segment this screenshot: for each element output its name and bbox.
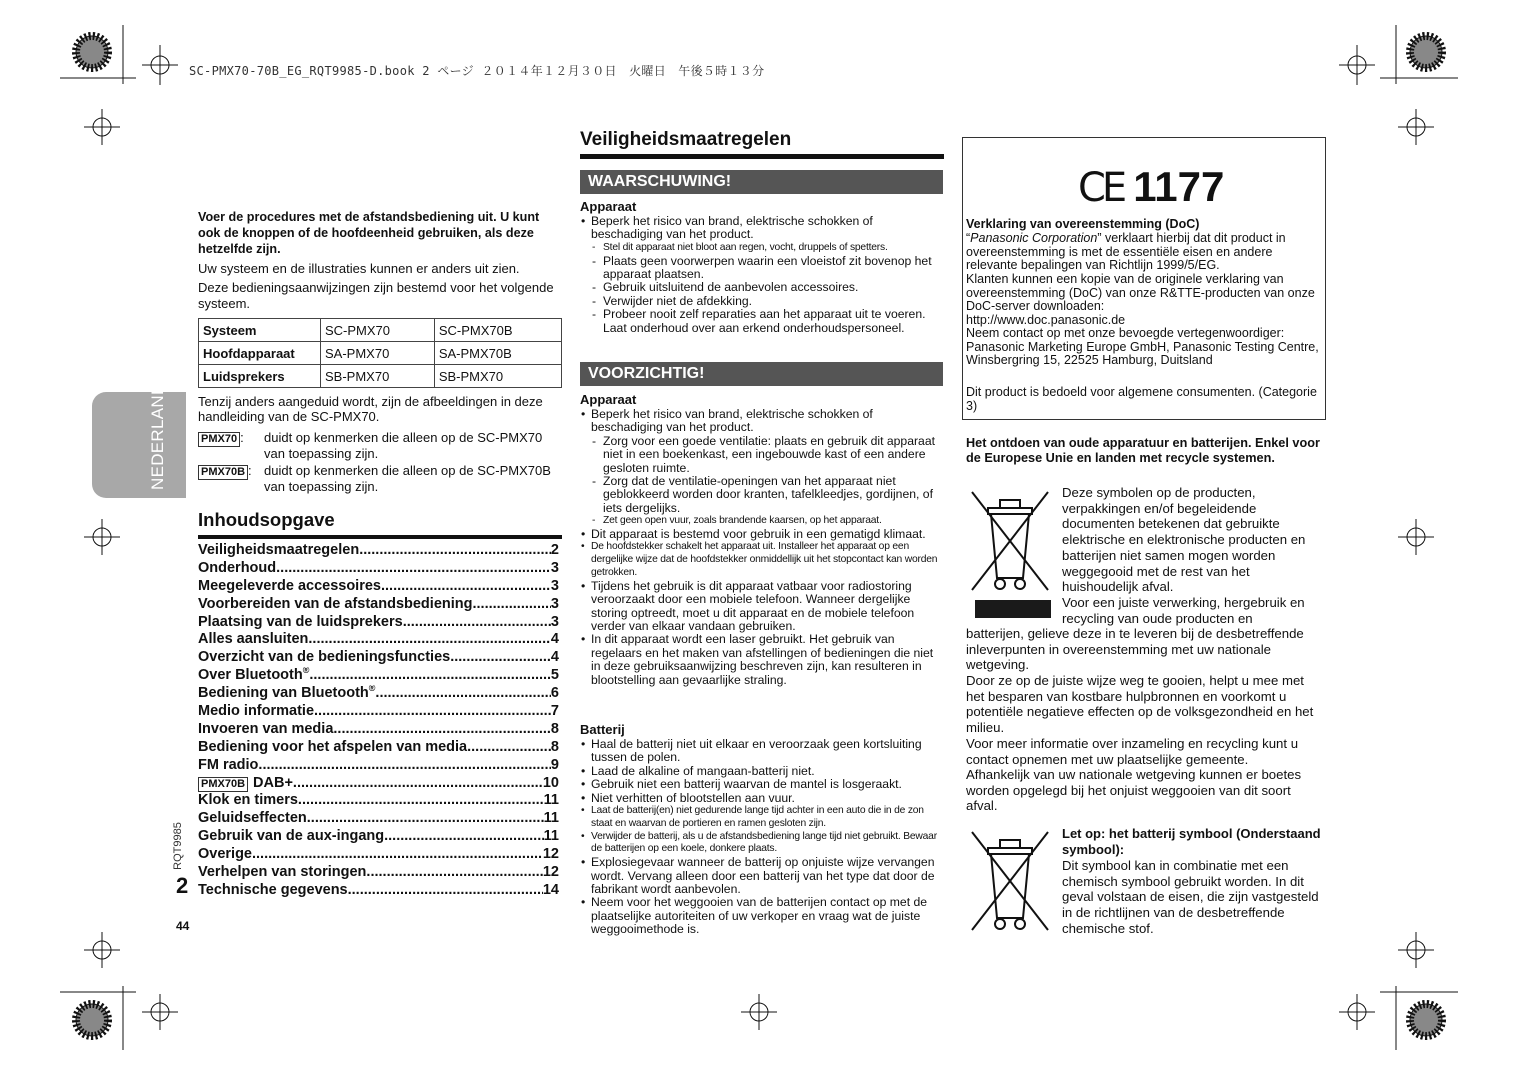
crosshair-mark xyxy=(1339,45,1375,85)
toc-entry xyxy=(198,721,559,739)
list-item: • Dit apparaat is bestemd voor gebruik in een gematigd klimaat. xyxy=(580,528,945,541)
crosshair-mark xyxy=(1398,519,1434,555)
doc-url: http://www.doc.panasonic.de xyxy=(966,313,1126,327)
warning-list xyxy=(580,215,945,335)
battery-bin-icon xyxy=(966,826,1054,936)
list-item: • In dit apparaat wordt een laser gebruikt. Het gebruik van regelaars en het maken van afstellingen of bedieningen die niet in deze gebruiksaanwijzing beschreven zijn, kan resulteren in blootstelling aan gevaarlijke straling. xyxy=(580,633,945,687)
crossed-bin-icon xyxy=(966,486,1054,596)
doc-statement: “Panasonic Corporation” verklaart hierbij dat dit product in overeenstemming is met de essentiële eisen en andere relevante bepalingen van Richtlijn 1999/5/EG. xyxy=(966,231,1286,273)
toc-entry-page: 3 xyxy=(550,577,559,594)
list-item: • Neem voor het weggooien van de batterijen contact op met de plaatselijke autoriteiten of uw verkoper en vraag wat de juiste weggooimethode is. xyxy=(580,896,945,936)
intro-bold-note: Voer de procedures met de afstandsbediening uit. U kunt ook de knoppen of de hoofdeenheid gebruiken, als deze hetzelfde zijn. xyxy=(198,210,540,256)
registration-wheel xyxy=(76,1004,108,1036)
table-cell: SB-PMX70 xyxy=(321,365,435,388)
table-cell: SC-PMX70B xyxy=(434,319,561,342)
crosshair-mark xyxy=(142,994,178,1030)
registration-wheel xyxy=(76,36,108,68)
toc-entry-label: FM radio xyxy=(198,756,259,773)
toc-entry-label: Overige xyxy=(198,846,252,863)
toc-entry-label: Over Bluetooth® xyxy=(198,667,310,684)
toc-entry xyxy=(198,542,559,560)
crosshair-mark xyxy=(741,994,777,1030)
toc-entry xyxy=(198,667,559,685)
table-row xyxy=(199,342,562,365)
pmx70b-badge: PMX70B xyxy=(198,465,248,480)
battery-symbol-text: Dit symbool kan in combinatie met een chemisch symbool gebruikt worden. In dit geval volstaan de eisen, die zijn vastgesteld in de richtlijnen van de desbetreffende chemische stof. xyxy=(1062,858,1319,936)
toc-entry-page: 4 xyxy=(550,649,559,666)
toc-entry-label: Onderhoud xyxy=(198,559,277,576)
table-cell: Luidsprekers xyxy=(199,365,321,388)
registration-wheel xyxy=(1410,36,1442,68)
doc-contact: Neem contact op met onze bevoegde vertegenwoordiger: Panasonic Marketing Europe GmbH, Panasonic Testing Centre, Winsbergring 15, 22525 Hamburg, Duitsland xyxy=(966,326,1319,368)
list-item: • Beperk het risico van brand, elektrische schokken of beschadiging van het product. xyxy=(580,408,945,435)
toc-entry-label: Invoeren van media xyxy=(198,720,334,737)
toc-entry-page: 5 xyxy=(550,667,559,684)
table-row xyxy=(199,365,562,388)
toc-entry-label: Alles aansluiten xyxy=(198,631,309,648)
toc-entry-label: Voorbereiden van de afstandsbediening xyxy=(198,595,473,612)
table-cell: SB-PMX70 xyxy=(434,365,561,388)
toc-entry-label: Verhelpen van storingen xyxy=(198,864,367,881)
toc-entry xyxy=(198,775,559,793)
doc-title: Verklaring van overeenstemming (DoC) xyxy=(966,217,1200,231)
intro-paragraph-2: Deze bedieningsaanwijzingen zijn bestemd voor het volgende systeem. xyxy=(198,280,554,311)
toc-entry-page: 11 xyxy=(543,828,559,845)
toc-entry-label: PMX70B DAB+ xyxy=(198,775,293,793)
registration-wheel xyxy=(1410,1004,1442,1036)
list-item: • Verwijder de batterij, als u de afstandsbediening lange tijd niet gebruikt. Bewaar de batterijen op een koele, donkere plaats. xyxy=(580,831,945,857)
list-item: - Gebruik uitsluitend de aanbevolen accessoires. xyxy=(580,281,945,294)
toc-entry xyxy=(198,828,559,846)
list-item: • De hoofdstekker schakelt het apparaat uit. Installeer het apparaat op een dergelijke wijze dat de hoofdstekker onmiddellijk uit het stopcontact kan worden getrokken. xyxy=(580,541,945,579)
toc-entry-label: Meegeleverde accessoires xyxy=(198,577,381,594)
toc-entry xyxy=(198,596,559,614)
toc-entry xyxy=(198,739,559,757)
toc-entry xyxy=(198,614,559,632)
crosshair-mark xyxy=(84,932,120,968)
toc-entry xyxy=(198,792,559,810)
toc-entry xyxy=(198,757,559,775)
language-tab-label: NEDERLANDS xyxy=(148,370,167,490)
toc-entry xyxy=(198,578,559,596)
toc-entry xyxy=(198,560,559,578)
table-row xyxy=(199,319,562,342)
list-item: - Zet geen open vuur, zoals brandende kaarsen, op het apparaat. xyxy=(580,515,945,528)
table-cell: SC-PMX70 xyxy=(321,319,435,342)
battery-list xyxy=(580,738,945,937)
section-divider xyxy=(580,154,944,159)
list-item: • Tijdens het gebruik is dit apparaat vatbaar voor radiostoring veroorzaakt door een mobiele telefoon. Wanneer dergelijke storing optreedt, moet u dit apparaat en de mobiele telefoon verder van elkaar vandaan gebruiken. xyxy=(580,580,945,634)
system-table xyxy=(198,318,562,388)
doc-download: Klanten kunnen een kopie van de originele verklaring van overeenstemming (DoC) van onze R&TTE-producten van onze DoC-server downloaden: xyxy=(966,272,1315,314)
toc-entry xyxy=(198,882,559,900)
list-item: • Niet verhitten of blootstellen aan vuur. xyxy=(580,792,945,805)
battery-symbol-title: Let op: het batterij symbool (Onderstaand symbool): xyxy=(1062,826,1321,857)
disposal-paragraph-4: Voor meer informatie over inzameling en recycling kunt u contact opnemen met uw plaatselijke gemeente. xyxy=(966,736,1299,767)
toc-entry xyxy=(198,810,559,828)
caution-list xyxy=(580,408,945,687)
toc-entry-page: 11 xyxy=(543,792,559,809)
toc-entry-label: Klok en timers xyxy=(198,792,298,809)
table-of-contents xyxy=(198,542,559,900)
toc-entry xyxy=(198,846,559,864)
caution-banner: VOORZICHTIG! xyxy=(580,362,943,386)
toc-entry-label: Overzicht van de bedieningsfuncties xyxy=(198,649,451,666)
crosshair-mark xyxy=(84,109,120,145)
toc-entry-page: 6 xyxy=(550,685,559,702)
toc-entry-page: 3 xyxy=(550,559,559,576)
toc-entry-page: 7 xyxy=(550,703,559,720)
list-item: • Laat de batterij(en) niet gedurende lange tijd achter in een auto die in de zon staat en waarvan de portieren en ramen gesloten zijn. xyxy=(580,805,945,831)
list-item: - Stel dit apparaat niet bloot aan regen, vocht, druppels of spetters. xyxy=(580,242,945,255)
toc-entry xyxy=(198,864,559,882)
toc-entry-label: Veiligheidsmaatregelen xyxy=(198,542,360,558)
toc-entry-page: 9 xyxy=(550,756,559,773)
table-cell: Hoofdapparaat xyxy=(199,342,321,365)
crosshair-mark xyxy=(1398,109,1434,145)
toc-entry-label: Geluidseffecten xyxy=(198,810,307,827)
toc-entry-page: 10 xyxy=(542,774,559,791)
disposal-title: Het ontdoen van oude apparatuur en batterijen. Enkel voor de Europese Unie en landen met recycle systemen. xyxy=(966,436,1320,465)
list-item: • Explosiegevaar wanneer de batterij op onjuiste wijze vervangen wordt. Vervang alleen door een batterij van het type dat door de fabrikant wordt aanbevolen. xyxy=(580,856,945,896)
toc-entry-label: Bediening voor het afspelen van media xyxy=(198,738,468,755)
book-header-line: SC-PMX70-70B_EG_RQT9985-D.book 2 ページ ２０１４年１２月３０日 火曜日 午後５時１３分 xyxy=(189,64,765,78)
pdf-page-number: 44 xyxy=(176,919,190,933)
pmx70b-badge: PMX70B xyxy=(198,777,248,792)
toc-entry-label: Medio informatie xyxy=(198,703,315,720)
disposal-paragraph-5: Afhankelijk van uw nationale wetgeving kunnen er boetes worden opgelegd bij het onjuist weggooien van dit soort afval. xyxy=(966,767,1302,814)
toc-entry-page: 12 xyxy=(542,864,559,881)
list-item: • Gebruik niet een batterij waarvan de mantel is losgeraakt. xyxy=(580,778,945,791)
section-title: Veiligheidsmaatregelen xyxy=(580,129,792,150)
doc-code: RQT9985 xyxy=(171,822,184,870)
toc-entry-page: 4 xyxy=(550,631,559,648)
toc-entry-page: 12 xyxy=(542,846,559,863)
disposal-paragraph-1: Deze symbolen op de producten, verpakkingen en/of begeleidende documenten betekenen dat gebruikte elektrische en elektronische producten en batterijen niet samen mogen worden weggegooid met de rest van het huishoudelijk afval. xyxy=(1062,485,1306,595)
table-cell: Systeem xyxy=(199,319,321,342)
toc-entry-page: 8 xyxy=(550,738,559,755)
toc-entry-page: 14 xyxy=(542,881,559,898)
ce-mark: CE 1177 xyxy=(1078,163,1225,211)
table-cell: SA-PMX70B xyxy=(434,342,561,365)
pmx70-legend-text: duidt op kenmerken die alleen op de SC-PMX70 van toepassing zijn. xyxy=(264,430,543,461)
toc-entry-page: 3 xyxy=(550,613,559,630)
warning-apparaat-heading: Apparaat xyxy=(580,199,637,214)
toc-entry-label: Plaatsing van de luidsprekers xyxy=(198,613,403,630)
list-item: - Plaats geen voorwerpen waarin een vloeistof zit bovenop het apparaat plaatsen. xyxy=(580,255,945,282)
pmx70b-legend-text: duidt op kenmerken die alleen op de SC-PMX70B van toepassing zijn. xyxy=(264,463,551,494)
illustration-note: Tenzij anders aangeduid wordt, zijn de afbeeldingen in deze handleiding van de SC-PMX70. xyxy=(198,394,543,424)
ce-icon: CE xyxy=(1078,165,1124,211)
disposal-paragraph-2b: batterijen, gelieve deze in te leveren bij de desbetreffende inleverpunten in overeenstemming met uw nationale wetgeving. xyxy=(966,626,1304,673)
doc-consumer: Dit product is bedoeld voor algemene consumenten. (Categorie 3) xyxy=(966,385,1317,413)
intro-paragraph-1: Uw systeem en de illustraties kunnen er anders uit zien. xyxy=(198,261,520,276)
list-item: - Probeer nooit zelf reparaties aan het apparaat uit te voeren. Laat onderhoud over aan erkend onderhoudspersoneel. xyxy=(580,308,945,335)
battery-heading: Batterij xyxy=(580,722,625,737)
crosshair-mark xyxy=(84,519,120,555)
list-item: - Verwijder niet de afdekking. xyxy=(580,295,945,308)
disposal-paragraph-3: Door ze op de juiste wijze weg te gooien, helpt u mee met het besparen van kostbare hulpbronnen en voorkomt u potentiële negatieve effecten op de volksgezondheid en het milieu. xyxy=(966,673,1314,736)
crosshair-mark xyxy=(1398,932,1434,968)
caution-apparaat-heading: Apparaat xyxy=(580,392,637,407)
toc-entry-page: 11 xyxy=(543,810,559,827)
toc-entry xyxy=(198,649,559,667)
toc-divider xyxy=(198,535,562,539)
table-cell: SA-PMX70 xyxy=(321,342,435,365)
toc-entry-label: Gebruik van de aux-ingang xyxy=(198,828,385,845)
list-item: - Zorg dat de ventilatie-openingen van het apparaat niet geblokkeerd worden door kranten, tafelkleedjes, gordijnen, of iets dergelijks. xyxy=(580,475,945,515)
pmx70-badge: PMX70 xyxy=(198,432,240,447)
toc-entry-page: 2 xyxy=(550,542,559,558)
toc-entry-page: 3 xyxy=(550,595,559,612)
toc-entry xyxy=(198,685,559,703)
list-item: • Beperk het risico van brand, elektrische schokken of beschadiging van het product. xyxy=(580,215,945,242)
list-item: • Laad de alkaline of mangaan-batterij niet. xyxy=(580,765,945,778)
toc-entry-label: Bediening van Bluetooth® xyxy=(198,685,376,702)
toc-entry xyxy=(198,703,559,721)
toc-entry-page: 8 xyxy=(550,720,559,737)
list-item: - Zorg voor een goede ventilatie: plaats en gebruik dit apparaat niet in een boekenkast, een ingebouwde kast of een andere gesloten ruimte. xyxy=(580,435,945,475)
black-bar-icon xyxy=(975,600,1051,618)
page-number: 2 xyxy=(176,873,189,898)
crosshair-mark xyxy=(1339,994,1375,1030)
toc-title: Inhoudsopgave xyxy=(198,509,335,530)
list-item: • Haal de batterij niet uit elkaar en veroorzaak geen kortsluiting tussen de polen. xyxy=(580,738,945,765)
toc-entry xyxy=(198,631,559,649)
disposal-paragraph-2a: Voor een juiste verwerking, hergebruik en recycling van oude producten en xyxy=(1062,595,1305,626)
warning-banner: WAARSCHUWING! xyxy=(580,170,943,194)
crosshair-mark xyxy=(142,45,178,85)
toc-entry-label: Technische gegevens xyxy=(198,881,348,898)
